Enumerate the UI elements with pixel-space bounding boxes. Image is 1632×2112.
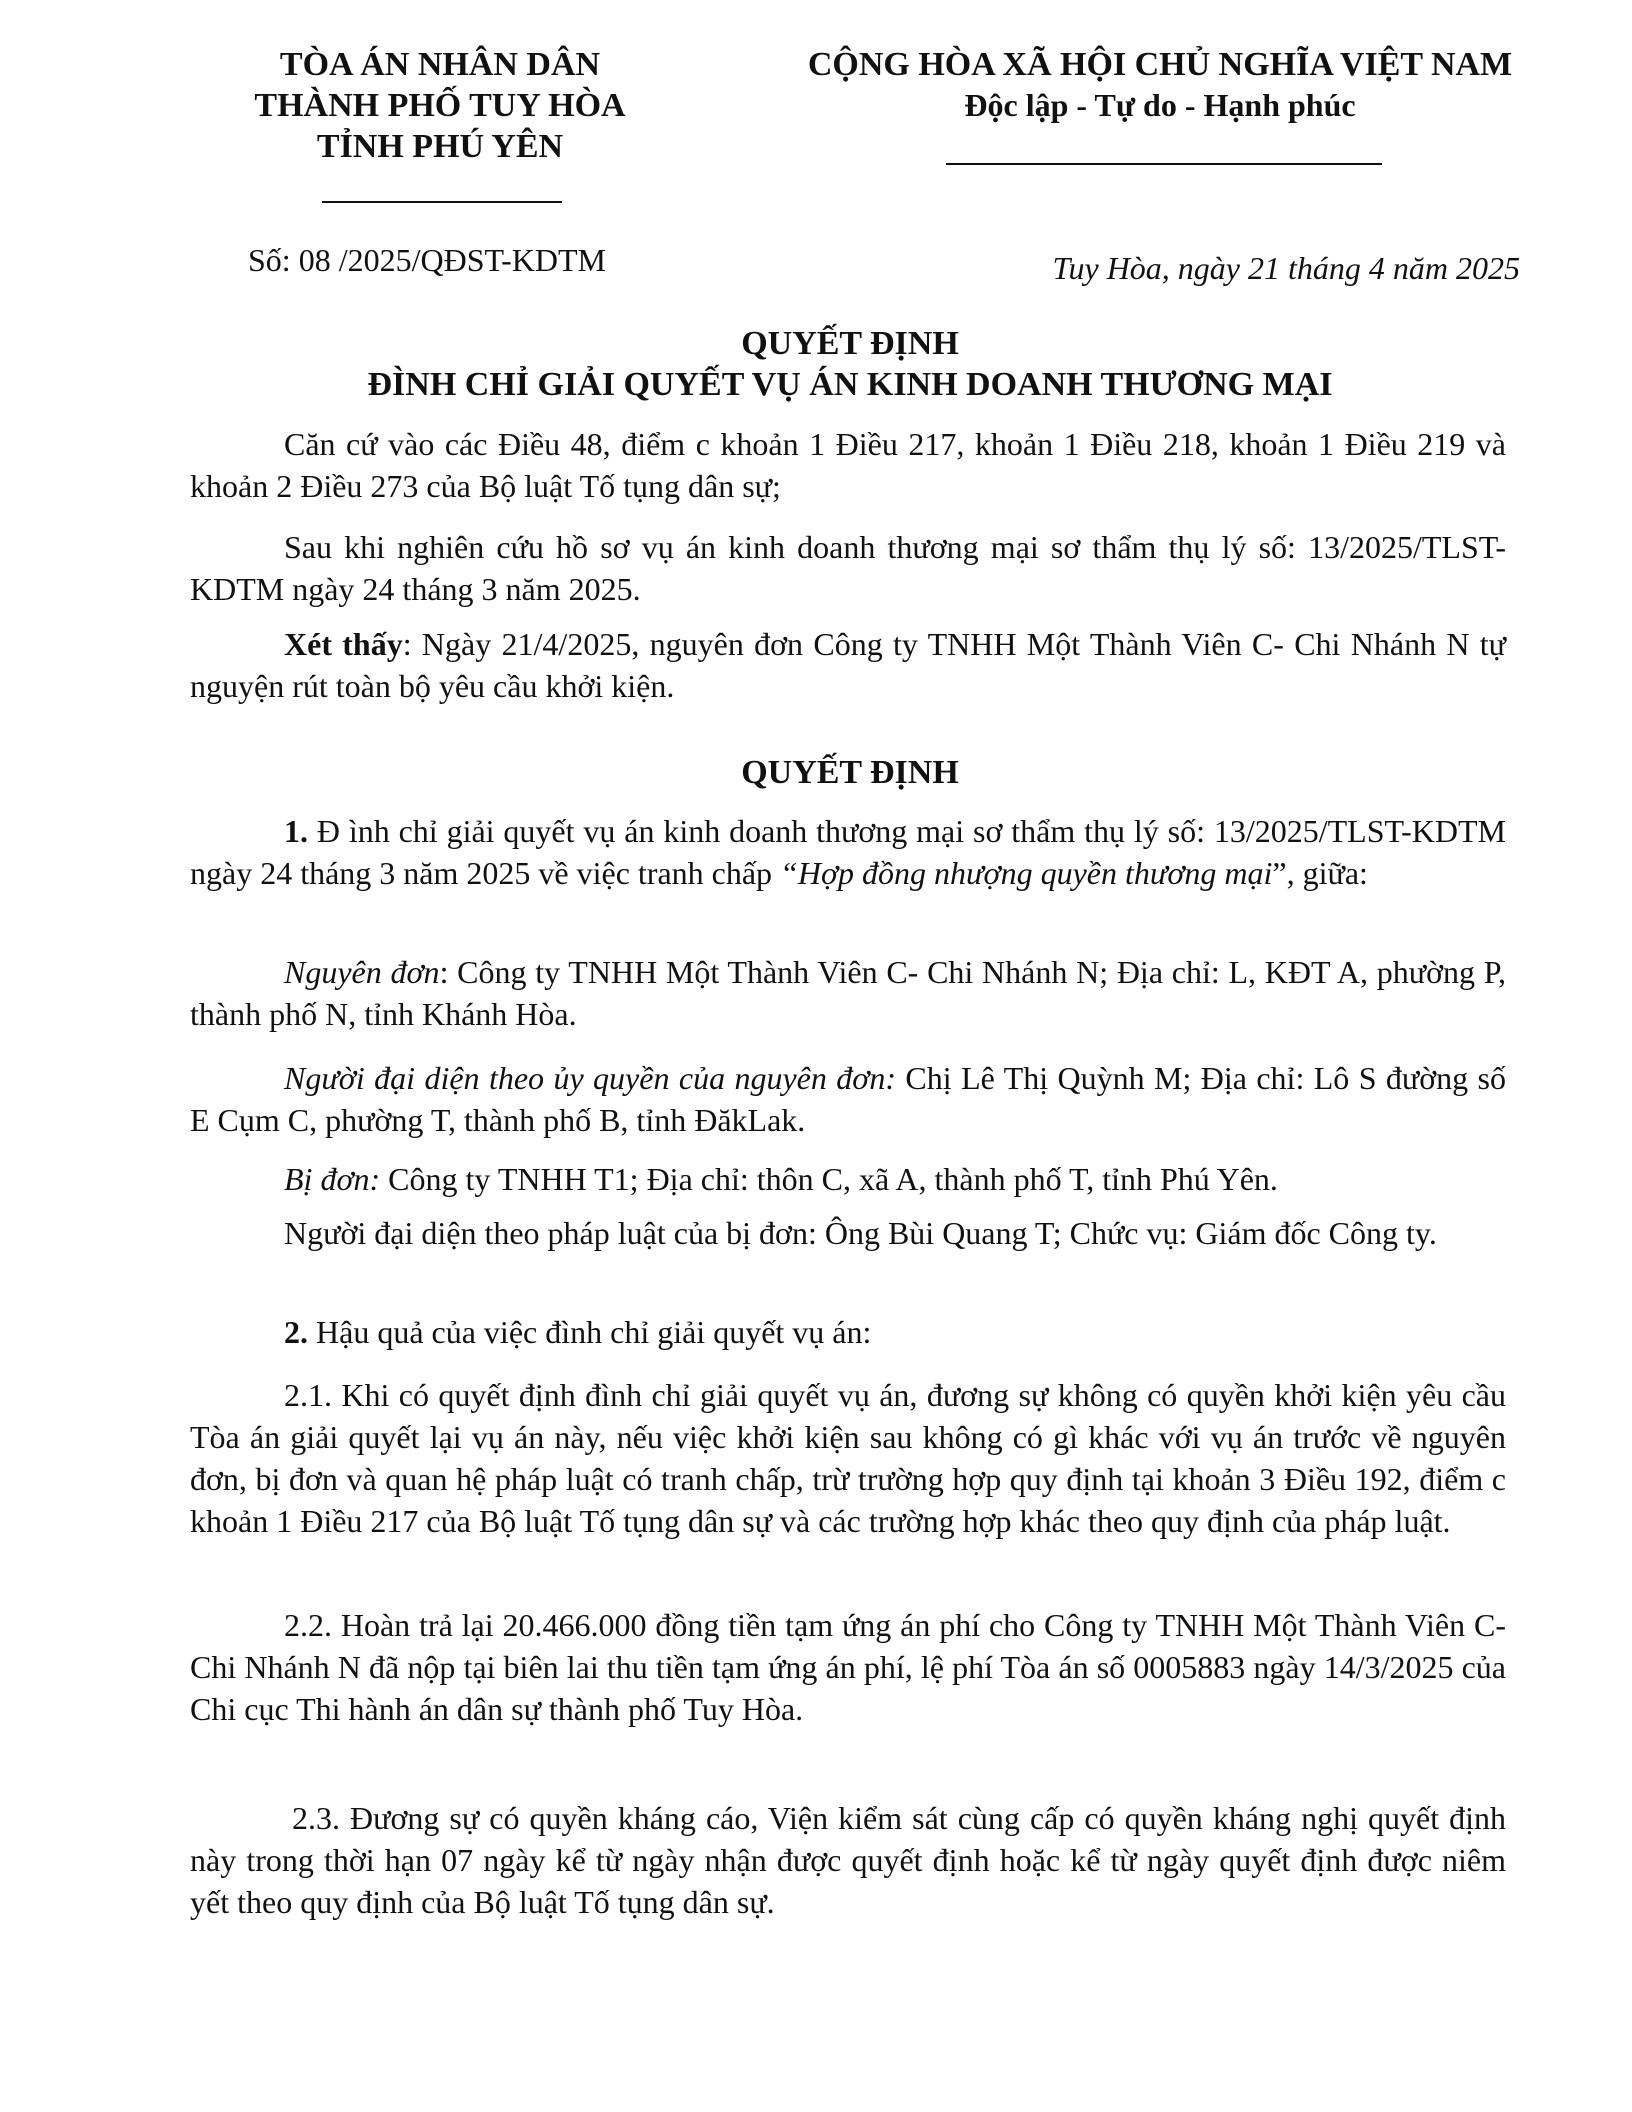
item-2-text: Hậu quả của việc đình chỉ giải quyết vụ án:	[308, 1314, 872, 1350]
nation-name: CỘNG HÒA XÃ HỘI CHỦ NGHĨA VIỆT NAM	[807, 46, 1513, 83]
finding-label: Xét thấy	[284, 626, 403, 662]
place-and-date: Tuy Hòa, ngày 21 tháng 4 năm 2025	[1052, 250, 1520, 286]
decision-item-1	[190, 810, 1506, 894]
document-title: QUYẾT ĐỊNH	[741, 325, 959, 362]
finding-text: : Ngày 21/4/2025, nguyên đơn Công ty TNHH Một Thành Viên C- Chi Nhánh N tự nguyện rút toàn bộ yêu cầu khởi kiện.	[190, 626, 1507, 704]
court-header-rule	[322, 201, 562, 203]
plaintiff-representative-paragraph	[190, 1057, 1506, 1141]
legal-basis-paragraph: Căn cứ vào các Điều 48, điểm c khoản 1 Điều 217, khoản 1 Điều 218, khoản 1 Điều 219 và khoản 2 Điều 273 của Bộ luật Tố tụng dân sự;	[190, 426, 1506, 504]
item-1-number: 1.	[284, 813, 308, 849]
item-2-3-paragraph: 2.3. Đương sự có quyền kháng cáo, Viện kiểm sát cùng cấp có quyền kháng nghị quyết định này trong thời hạn 07 ngày kể từ ngày nhận được quyết định hoặc kể từ ngày quyết định được niêm yết theo quy định của Bộ luật Tố tụng dân sự.	[190, 1800, 1506, 1920]
court-header	[200, 44, 680, 167]
item-1-text: Đ ình chỉ giải quyết vụ án kinh doanh thương mại sơ thẩm thụ lý số: 13/2025/TLST-KDTM ngày 24 tháng 3 năm 2025 về việc tranh chấp	[190, 813, 1506, 891]
item-1-tail: ”, giữa:	[1272, 855, 1368, 891]
defendant-paragraph	[190, 1158, 1506, 1200]
court-name-line2: THÀNH PHỐ TUY HÒA	[254, 87, 626, 124]
court-name-line1: TÒA ÁN NHÂN DÂN	[279, 46, 601, 83]
defendant-label: Bị đơn:	[284, 1161, 381, 1197]
national-header-rule	[946, 163, 1382, 165]
item-2-number: 2.	[284, 1314, 308, 1350]
item-2-1-paragraph: 2.1. Khi có quyết định đình chỉ giải quyết vụ án, đương sự không có quyền khởi kiện yêu cầu Tòa án giải quyết lại vụ án này, nếu việc khởi kiện sau không có gì khác với vụ án trước về nguyên đơn, bị đơn và quan hệ pháp luật có tranh chấp, trừ trường hợp quy định tại khoản 3 Điều 192, điểm c khoản 1 Điều 217 của Bộ luật Tố tụng dân sự và các trường hợp khác theo quy định của pháp luật.	[190, 1377, 1506, 1539]
defendant-text: Công ty TNHH T1; Địa chỉ: thôn C, xã A, thành phố T, tỉnh Phú Yên.	[380, 1161, 1278, 1197]
national-header	[790, 44, 1530, 126]
decision-heading: QUYẾT ĐỊNH	[741, 754, 959, 791]
decision-item-2	[190, 1311, 1506, 1353]
national-motto: Độc lập - Tự do - Hạnh phúc	[964, 87, 1356, 123]
defendant-legal-rep-paragraph: Người đại diện theo pháp luật của bị đơn: Ông Bùi Quang T; Chức vụ: Giám đốc Công ty.	[284, 1215, 1437, 1251]
document-number: Số: 08 /2025/QĐST-KDTM	[248, 242, 606, 278]
plaintiff-text: : Công ty TNHH Một Thành Viên C- Chi Nhánh N; Địa chỉ: L, KĐT A, phường P, thành phố N, tỉnh Khánh Hòa.	[190, 954, 1507, 1032]
finding-paragraph	[190, 623, 1506, 707]
item-1-contract-name: “Hợp đồng nhượng quyền thương mại	[780, 855, 1273, 891]
item-2-2-paragraph: 2.2. Hoàn trả lại 20.466.000 đồng tiền tạm ứng án phí cho Công ty TNHH Một Thành Viên C- Chi Nhánh N đã nộp tại biên lai thu tiền tạm ứng án phí, lệ phí Tòa án số 0005883 ngày 14/3/2025 của Chi cục Thi hành án dân sự thành phố Tuy Hòa.	[190, 1607, 1506, 1727]
representative-text: Chị Lê Thị Quỳnh M; Địa chỉ: Lô S đường số E Cụm C, phường T, thành phố B, tỉnh ĐăkLak.	[190, 1060, 1507, 1138]
document-subtitle: ĐÌNH CHỈ GIẢI QUYẾT VỤ ÁN KINH DOANH THƯƠNG MẠI	[367, 366, 1333, 403]
representative-label: Người đại diện theo ủy quyền của nguyên đơn:	[284, 1060, 897, 1096]
case-review-paragraph: Sau khi nghiên cứu hồ sơ vụ án kinh doanh thương mại sơ thẩm thụ lý số: 13/2025/TLST-KDTM ngày 24 tháng 3 năm 2025.	[190, 529, 1506, 607]
plaintiff-paragraph	[190, 951, 1506, 1035]
court-name-line3: TỈNH PHÚ YÊN	[316, 128, 564, 165]
plaintiff-label: Nguyên đơn	[284, 954, 440, 990]
